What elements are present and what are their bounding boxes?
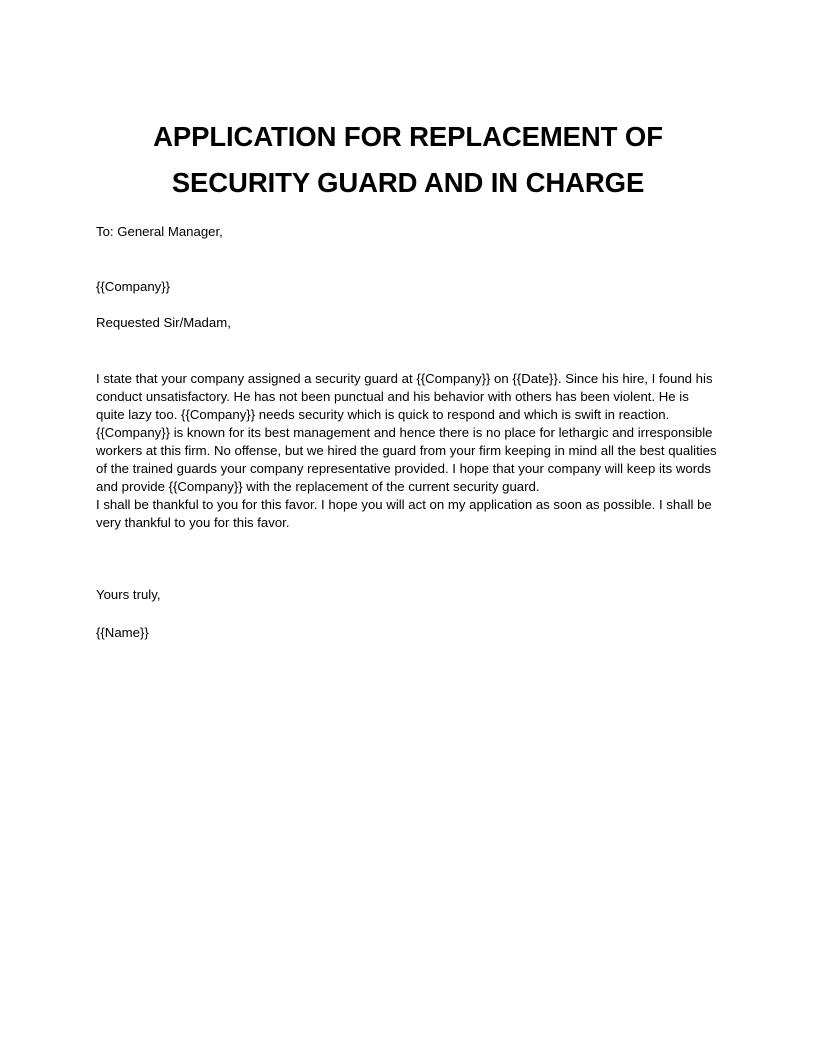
letter-title [96,114,720,206]
company-placeholder: {{Company}} [96,279,171,294]
closing: Yours truly, [96,587,161,602]
recipient-line: To: General Manager, [96,224,223,239]
letter-body [96,370,720,532]
letter-title-line-2: SECURITY GUARD AND IN CHARGE [171,167,645,198]
body-paragraph-1: I state that your company assigned a security guard at {{Company}} on {{Date}}. Since his hire, I found his conduct unsatisfactory. He has not been punctual and his behavior with others has been violent. He is quite lazy too. {{Company}} needs security which is quick to respond and which is swift in reaction. {{Company}} is known for its best management and hence there is no place for lethargic and irresponsible workers at this firm. No offense, but we hired the guard from your firm keeping in mind all the best qualities of the trained guards your company representative provided. I hope that your company will keep its words and provide {{Company}} with the replacement of the current security guard. [96,371,717,494]
body-paragraph-2: I shall be thankful to you for this favor. I hope you will act on my application as soon as possible. I shall be very thankful to you for this favor. [96,497,712,530]
signature-placeholder: {{Name}} [96,625,149,640]
letter-title-line-1: APPLICATION FOR REPLACEMENT OF [153,121,663,152]
salutation: Requested Sir/Madam, [96,315,231,330]
